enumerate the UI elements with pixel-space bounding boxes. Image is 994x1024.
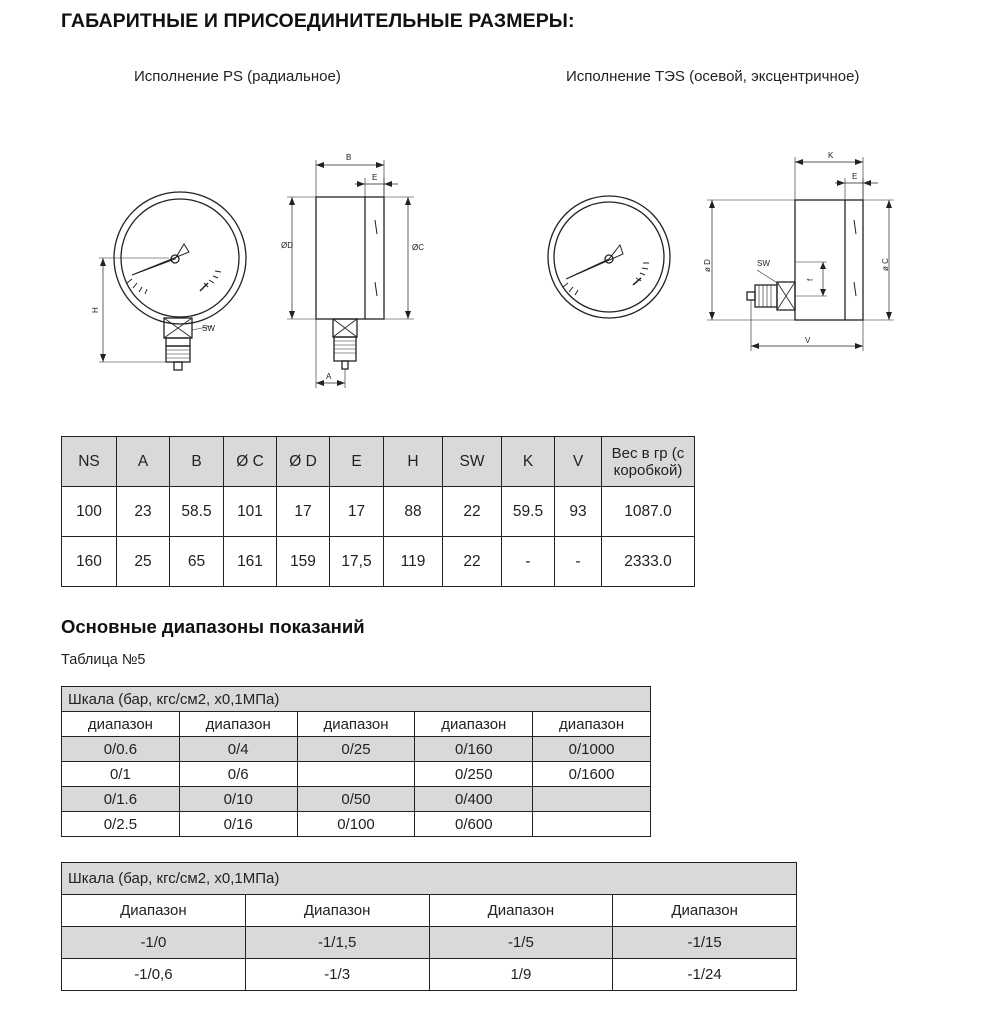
table-caption-row xyxy=(62,863,797,895)
table-cell: -1/0,6 xyxy=(62,959,246,991)
header-cell: B xyxy=(170,437,224,487)
table-cell: 159 xyxy=(277,537,330,587)
table-cell: 0/6 xyxy=(179,762,297,787)
table-cell: 0/1600 xyxy=(533,762,651,787)
table-cell: 65 xyxy=(170,537,224,587)
label-A: A xyxy=(326,372,332,381)
table-cell: 22 xyxy=(443,487,502,537)
table-cell: 0/100 xyxy=(297,812,415,837)
header-cell: H xyxy=(384,437,443,487)
label-H: H xyxy=(91,307,100,313)
table-number-note: Таблица №5 xyxy=(61,652,146,668)
table-cell: 58.5 xyxy=(170,487,224,537)
label-B: B xyxy=(346,153,352,162)
table-cell: - xyxy=(555,537,602,587)
ranges-heading: Основные диапазоны показаний xyxy=(61,616,365,637)
header-cell: Ø C xyxy=(224,437,277,487)
table-cell: 160 xyxy=(62,537,117,587)
table-cell: 0/250 xyxy=(415,762,533,787)
label-D-tes: ø D xyxy=(703,259,712,272)
label-C-ps: ØC xyxy=(412,243,424,252)
header-cell: диапазон xyxy=(179,712,297,737)
table-cell: -1/3 xyxy=(245,959,429,991)
table-cell: -1/15 xyxy=(613,927,797,959)
table-cell: 17,5 xyxy=(330,537,384,587)
table-cell: -1/24 xyxy=(613,959,797,991)
table-cell: 0/1 xyxy=(62,762,180,787)
table-cell: 1087.0 xyxy=(602,487,695,537)
table-cell: 0/16 xyxy=(179,812,297,837)
table-cell: 17 xyxy=(277,487,330,537)
table-cell: 25 xyxy=(117,537,170,587)
header-cell: Ø D xyxy=(277,437,330,487)
table-cell: 0/25 xyxy=(297,737,415,762)
table-cell: 0/1.6 xyxy=(62,787,180,812)
label-SW-ps: SW xyxy=(202,324,215,333)
table-cell: 88 xyxy=(384,487,443,537)
header-cell: K xyxy=(502,437,555,487)
table-cell: 0/400 xyxy=(415,787,533,812)
table-cell: 0/1000 xyxy=(533,737,651,762)
ps-front-gauge xyxy=(99,192,246,370)
table-caption: Шкала (бар, кгс/см2, х0,1МПа) xyxy=(62,863,797,895)
header-cell: Диапазон xyxy=(245,895,429,927)
label-E-tes: E xyxy=(852,172,858,181)
table-cell: 161 xyxy=(224,537,277,587)
ps-side-gauge xyxy=(287,160,414,388)
table-row xyxy=(62,959,797,991)
table-cell: 0/600 xyxy=(415,812,533,837)
table-row xyxy=(62,537,695,587)
table-cell: 2333.0 xyxy=(602,537,695,587)
header-cell: диапазон xyxy=(533,712,651,737)
label-E-ps: E xyxy=(372,173,378,182)
page-title: ГАБАРИТНЫЕ И ПРИСОЕДИНИТЕЛЬНЫЕ РАЗМЕРЫ: xyxy=(61,10,575,32)
header-cell: диапазон xyxy=(415,712,533,737)
table-cell xyxy=(533,812,651,837)
label-V: V xyxy=(805,336,811,345)
table-cell: 100 xyxy=(62,487,117,537)
header-cell: SW xyxy=(443,437,502,487)
table-cell: 101 xyxy=(224,487,277,537)
table-cell: 1/9 xyxy=(429,959,613,991)
label-f: f xyxy=(806,278,815,281)
table-row xyxy=(62,787,651,812)
tes-side-gauge xyxy=(707,157,894,351)
header-cell: Диапазон xyxy=(613,895,797,927)
technical-drawing xyxy=(0,0,994,420)
tes-front-gauge xyxy=(548,196,670,318)
ranges-table-vacuum xyxy=(61,862,797,991)
header-cell: диапазон xyxy=(62,712,180,737)
table-cell: 23 xyxy=(117,487,170,537)
table-cell: -1/5 xyxy=(429,927,613,959)
table-cell: 93 xyxy=(555,487,602,537)
table-cell xyxy=(297,762,415,787)
table-header-row xyxy=(62,712,651,737)
header-cell: E xyxy=(330,437,384,487)
table-cell: 0/0.6 xyxy=(62,737,180,762)
table-row xyxy=(62,737,651,762)
label-D-ps: ØD xyxy=(281,241,293,250)
header-cell: Диапазон xyxy=(429,895,613,927)
table-header-row xyxy=(62,437,695,487)
table-cell: 0/50 xyxy=(297,787,415,812)
table-row xyxy=(62,812,651,837)
table-cell: -1/1,5 xyxy=(245,927,429,959)
label-SW-tes: SW xyxy=(757,259,770,268)
header-cell: диапазон xyxy=(297,712,415,737)
table-cell: 119 xyxy=(384,537,443,587)
table-cell: 0/2.5 xyxy=(62,812,180,837)
table-cell xyxy=(533,787,651,812)
table-row xyxy=(62,762,651,787)
label-C-tes: ø C xyxy=(881,258,890,271)
caption-ps-radial: Исполнение PS (радиальное) xyxy=(134,68,341,85)
table-cell: 17 xyxy=(330,487,384,537)
table-header-row xyxy=(62,895,797,927)
table-caption-row xyxy=(62,687,651,712)
header-cell: NS xyxy=(62,437,117,487)
header-cell: V xyxy=(555,437,602,487)
table-row xyxy=(62,927,797,959)
header-cell-weight: Вес в гр (с коробкой) xyxy=(602,437,695,487)
dimensions-table xyxy=(61,436,695,587)
label-K: K xyxy=(828,151,834,160)
table-cell: 0/10 xyxy=(179,787,297,812)
table-cell: -1/0 xyxy=(62,927,246,959)
table-cell: 59.5 xyxy=(502,487,555,537)
table-caption: Шкала (бар, кгс/см2, х0,1МПа) xyxy=(62,687,651,712)
table-row xyxy=(62,487,695,537)
table-cell: 0/4 xyxy=(179,737,297,762)
caption-tes-axial: Исполнение ТЭS (осевой, эксцентричное) xyxy=(566,68,860,85)
table-cell: 22 xyxy=(443,537,502,587)
ranges-table-positive xyxy=(61,686,651,837)
header-cell: A xyxy=(117,437,170,487)
table-cell: - xyxy=(502,537,555,587)
table-cell: 0/160 xyxy=(415,737,533,762)
header-cell: Диапазон xyxy=(62,895,246,927)
